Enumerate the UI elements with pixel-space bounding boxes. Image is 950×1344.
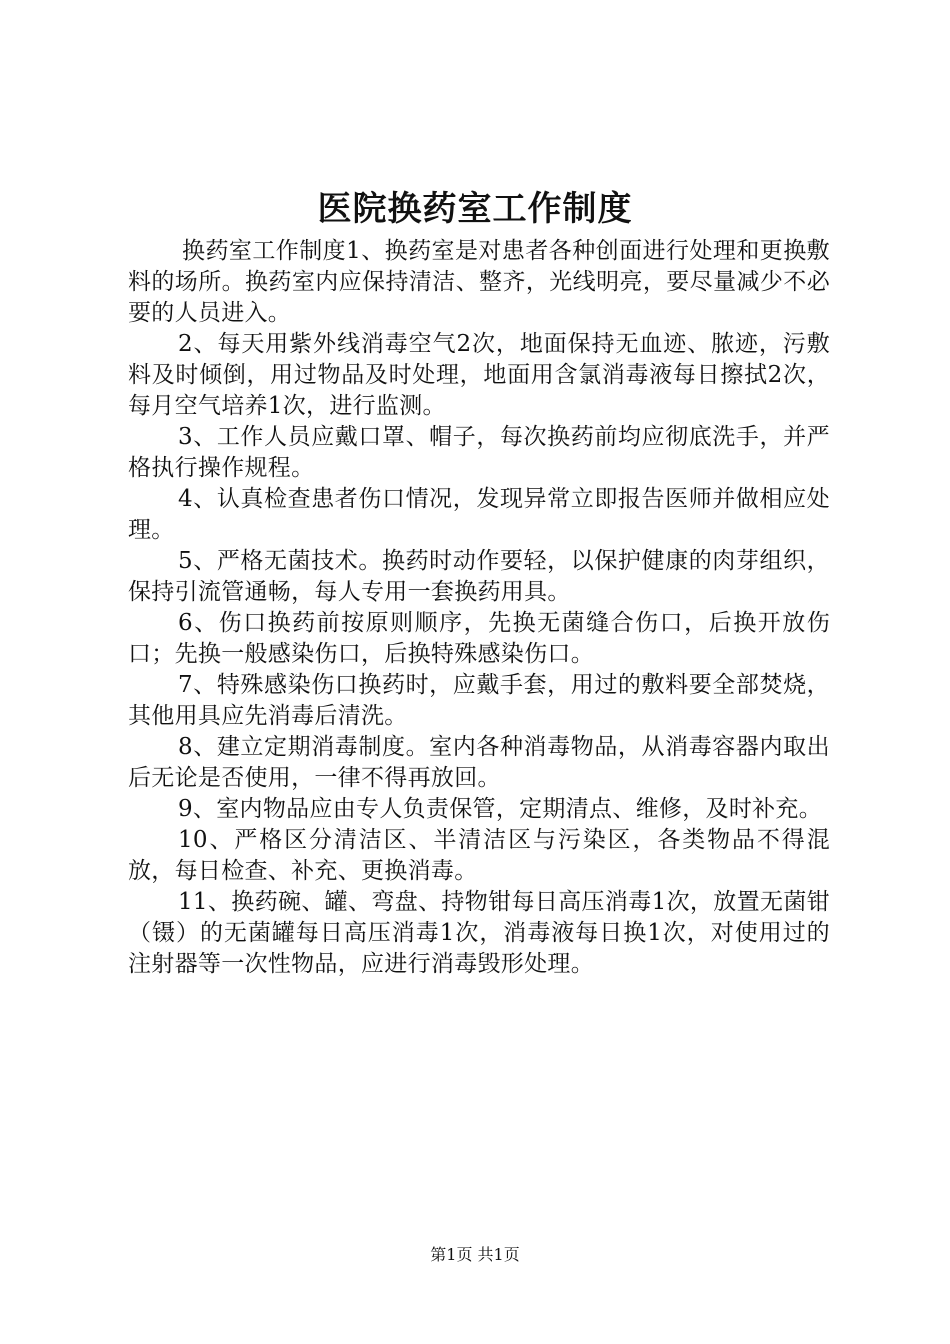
paragraph-8: 8、建立定期消毒制度。室内各种消毒物品，从消毒容器内取出后无论是否使用，一律不得再放回。 xyxy=(128,734,830,791)
paragraph-4: 4、认真检查患者伤口情况，发现异常立即报告医师并做相应处理。 xyxy=(128,486,830,543)
paragraph-10: 10、严格区分清洁区、半清洁区与污染区，各类物品不得混放，每日检查、补充、更换消毒。 xyxy=(128,827,830,884)
paragraph-7: 7、特殊感染伤口换药时，应戴手套，用过的敷料要全部焚烧，其他用具应先消毒后清洗。 xyxy=(128,672,830,729)
paragraph-6: 6、伤口换药前按原则顺序，先换无菌缝合伤口，后换开放伤口；先换一般感染伤口，后换特殊感染伤口。 xyxy=(128,610,830,667)
document-title: 医院换药室工作制度 xyxy=(317,189,633,229)
paragraph-1: 换药室工作制度1、换药室是对患者各种创面进行处理和更换敷料的场所。换药室内应保持清洁、整齐，光线明亮，要尽量减少不必要的人员进入。 xyxy=(128,238,830,326)
paragraph-9: 9、室内物品应由专人负责保管，定期清点、维修，及时补充。 xyxy=(178,796,823,822)
paragraph-2: 2、每天用紫外线消毒空气2次，地面保持无血迹、脓迹，污敷料及时倾倒，用过物品及时处理，地面用含氯消毒液每日擦拭2次，每月空气培养1次，进行监测。 xyxy=(128,331,830,419)
page-footer: 第1页 共1页 xyxy=(430,1245,520,1264)
paragraph-3: 3、工作人员应戴口罩、帽子，每次换药前均应彻底洗手，并严格执行操作规程。 xyxy=(128,424,830,481)
document-body xyxy=(128,236,830,980)
paragraph-5: 5、严格无菌技术。换药时动作要轻，以保护健康的肉芽组织，保持引流管通畅，每人专用一套换药用具。 xyxy=(128,548,830,605)
paragraph-11: 11、换药碗、罐、弯盘、持物钳每日高压消毒1次，放置无菌钳（镊）的无菌罐每日高压消毒1次，消毒液每日换1次，对使用过的注射器等一次性物品，应进行消毒毁形处理。 xyxy=(128,889,830,977)
